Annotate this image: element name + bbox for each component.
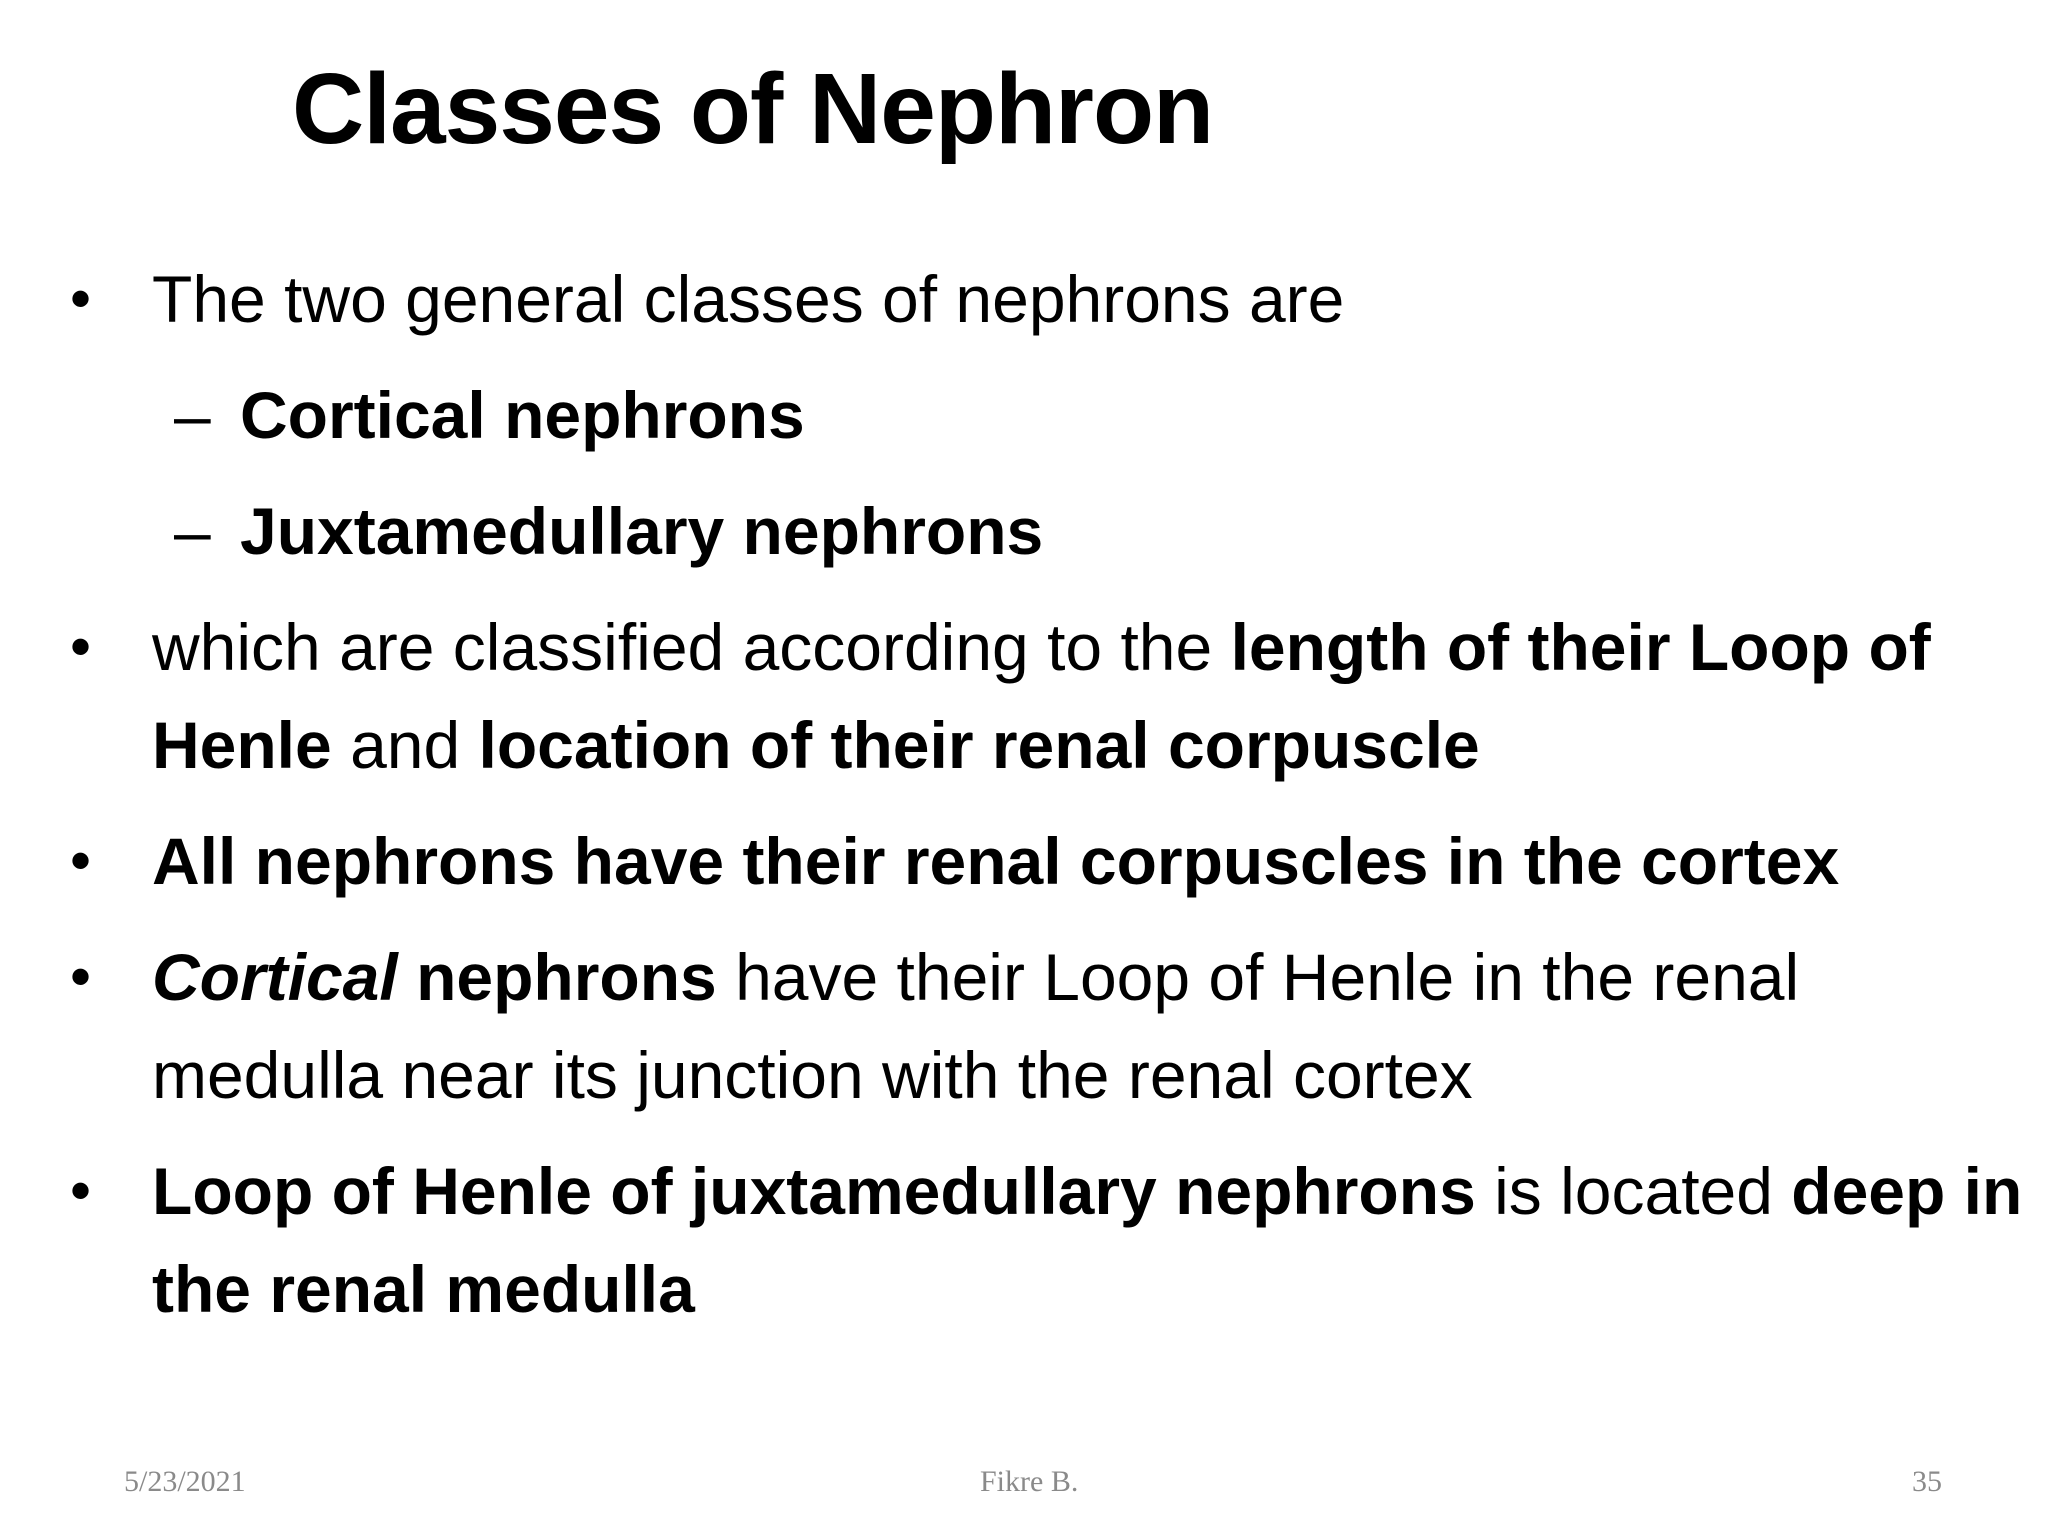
bullet-item [70, 812, 2030, 910]
bullet-icon: • [70, 1157, 92, 1224]
dash-icon: – [174, 378, 211, 452]
bullet-item [70, 250, 2030, 348]
bullet-text: The two general classes of nephrons are [152, 262, 1345, 336]
bullet-icon: • [70, 613, 92, 680]
bullet-bold-text: deep in the renal medulla [152, 1154, 2023, 1326]
bullet-item [70, 598, 2030, 794]
bullet-text: have their Loop of Henle in the renal medulla near its junction with the renal cortex [152, 940, 1800, 1112]
bullet-item [70, 1142, 2030, 1338]
bullet-icon: • [70, 265, 92, 332]
bullet-item [70, 928, 2030, 1124]
footer-author: Fikre B. [980, 1465, 1079, 1498]
footer-date: 5/23/2021 [124, 1465, 246, 1498]
bullet-text: and [331, 708, 479, 782]
slide-body [70, 250, 2030, 1356]
bullet-bold-text: length of their Loop of Henle [152, 610, 1931, 782]
bullet-bold-text: nephrons [397, 940, 717, 1014]
sub-bullet-text: Cortical nephrons [240, 378, 805, 452]
bullet-italic-text: Cortical [152, 940, 398, 1014]
footer-page-number: 35 [1912, 1465, 1942, 1498]
bullet-bold-text: Loop of Henle of juxtamedullary nephrons [152, 1154, 1476, 1228]
bullet-text: which are classified according to the [152, 610, 1231, 684]
sub-bullet-item [70, 482, 2030, 580]
dash-icon: – [174, 494, 211, 568]
sub-bullet-text: Juxtamedullary nephrons [240, 494, 1044, 568]
bullet-bold-text: location of their renal corpuscle [478, 708, 1480, 782]
bullet-icon: • [70, 827, 92, 894]
bullet-text: is located [1475, 1154, 1792, 1228]
bullet-bold-text: All nephrons have their renal corpuscles in the cortex [152, 824, 1840, 898]
sub-bullet-item [70, 366, 2030, 464]
bullet-icon: • [70, 943, 92, 1010]
slide-title: Classes of Nephron [292, 53, 1214, 165]
